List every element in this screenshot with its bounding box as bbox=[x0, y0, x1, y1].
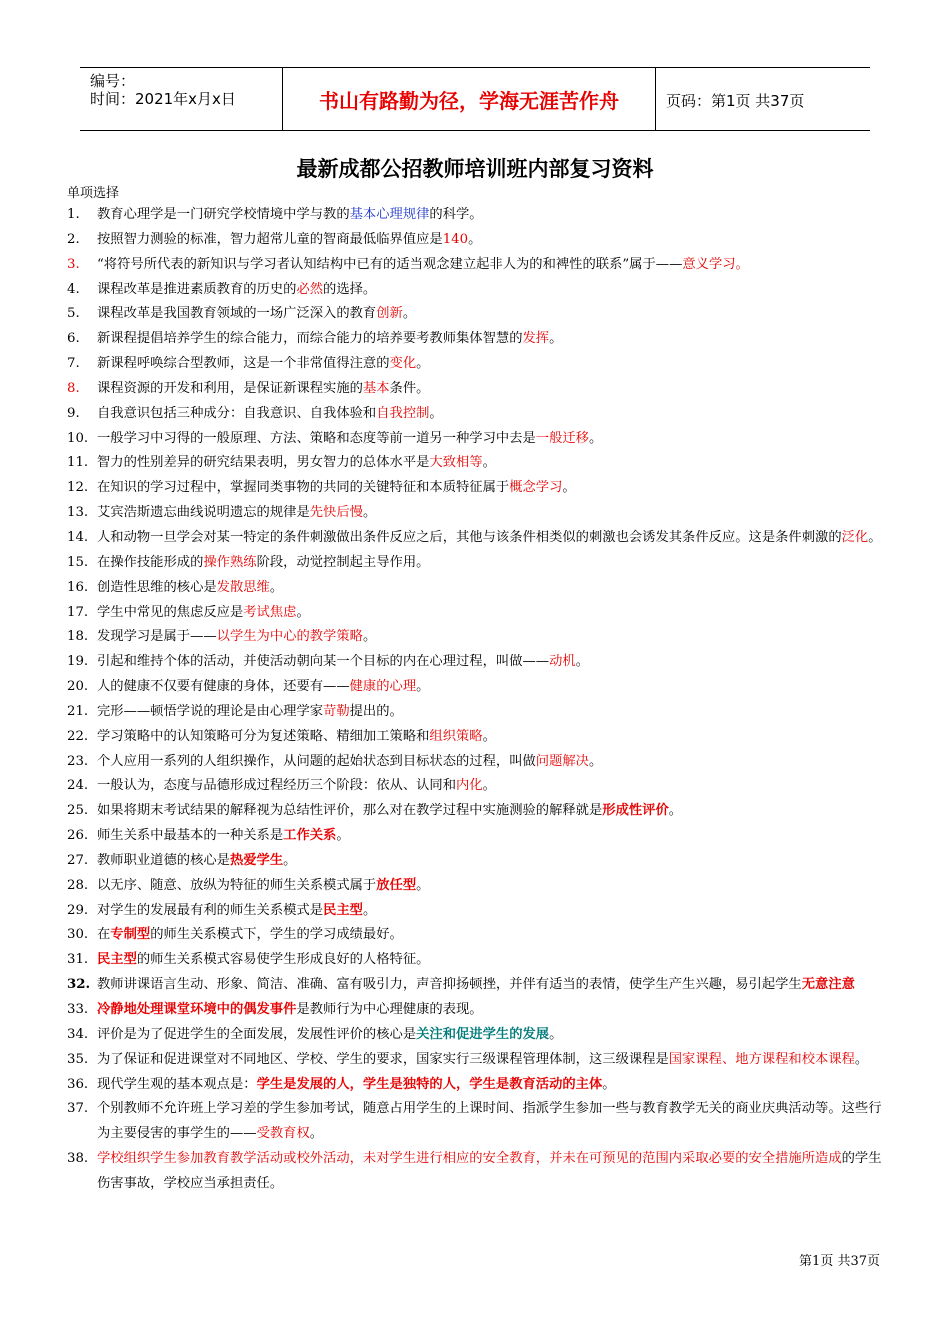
item-number: 37. bbox=[67, 1101, 89, 1117]
item-number: 18. bbox=[67, 629, 89, 645]
item-text-segment: 课程改革是推进素质教育的历史的 bbox=[97, 281, 297, 297]
item-text-segment: 。 bbox=[549, 331, 563, 347]
item-number: 11. bbox=[67, 455, 89, 471]
item-text bbox=[97, 352, 887, 377]
item-number: 19. bbox=[67, 654, 89, 670]
list-item bbox=[67, 849, 887, 874]
item-text bbox=[97, 1073, 887, 1098]
item-number: 15. bbox=[67, 554, 89, 570]
item-text-segment: 。 bbox=[283, 852, 297, 868]
list-item bbox=[67, 451, 887, 476]
list-item bbox=[67, 1048, 887, 1073]
item-text-segment: 。 bbox=[588, 753, 603, 769]
item-text-segment: 评价是为了促进学生的全面发展，发展性评价的核心是 bbox=[97, 1026, 417, 1042]
item-text-segment: 教师职业道德的核心是 bbox=[97, 852, 230, 868]
answer-highlight: 变化 bbox=[389, 356, 417, 372]
list-item bbox=[67, 650, 887, 675]
item-text bbox=[97, 253, 887, 278]
answer-highlight: 组织策略 bbox=[429, 728, 483, 744]
page-label: 页码：第1页 共37页 bbox=[666, 92, 805, 110]
header-page-cell bbox=[656, 68, 870, 130]
item-number: 20. bbox=[67, 679, 89, 695]
item-text bbox=[97, 526, 887, 551]
item-text-segment: 智力的性别差异的研究结果表明，男女智力的总体水平是 bbox=[97, 455, 430, 471]
item-text-segment: 。 bbox=[482, 728, 496, 744]
answer-highlight: 民主型 bbox=[323, 902, 363, 918]
item-text bbox=[97, 501, 887, 526]
list-item bbox=[67, 352, 887, 377]
item-text-segment: 。 bbox=[575, 654, 589, 670]
list-item bbox=[67, 601, 887, 626]
item-text-segment: “将符号所代表的新知识与学习者认知结构中已有的适当观念建立起非人为的和裨性的联系”属于—— bbox=[97, 256, 683, 272]
item-text-segment: 。 bbox=[416, 877, 430, 893]
item-text-segment: 的师生关系模式容易使学生形成良好的人格特征。 bbox=[136, 952, 430, 968]
item-text bbox=[97, 725, 887, 750]
item-text bbox=[97, 700, 887, 725]
item-text-segment: 。 bbox=[362, 505, 377, 521]
item-text-segment: 。 bbox=[602, 1076, 616, 1092]
answer-highlight: 考试焦虑 bbox=[243, 604, 297, 620]
list-item bbox=[67, 899, 887, 924]
item-text-segment: 个人应用一系列的人组织操作，从问题的起始状态到目标状态的过程，叫做 bbox=[97, 753, 536, 769]
answer-highlight: 意义学习。 bbox=[682, 256, 749, 272]
item-text-segment: 阶段，动觉控制起主导作用。 bbox=[256, 554, 430, 570]
item-text bbox=[97, 998, 887, 1023]
item-text-segment: 在知识的学习过程中，掌握同类事物的共同的关键特征和本质特征属于 bbox=[97, 480, 510, 496]
item-text-segment: 。 bbox=[562, 480, 576, 496]
item-text-segment: 一般认为，态度与品德形成过程经历三个阶段：依从、认同和 bbox=[97, 778, 457, 794]
item-text-segment: 。 bbox=[416, 679, 430, 695]
answer-highlight: 发散思维 bbox=[216, 579, 270, 595]
item-text-segment: 。 bbox=[362, 902, 377, 918]
item-text-segment: 。 bbox=[402, 306, 417, 322]
item-number: 6. bbox=[67, 331, 80, 347]
item-text-segment: 发现学习是属于—— bbox=[97, 629, 217, 645]
item-text-segment: 。 bbox=[269, 579, 284, 595]
header-info-cell bbox=[80, 68, 283, 130]
item-text-segment: 。 bbox=[588, 430, 603, 446]
item-text bbox=[97, 874, 887, 899]
item-text bbox=[97, 799, 887, 824]
item-number: 31. bbox=[67, 952, 89, 968]
item-number: 12. bbox=[67, 480, 89, 496]
item-text bbox=[97, 1023, 887, 1048]
item-text bbox=[97, 849, 887, 874]
answer-highlight: 热爱学生 bbox=[229, 852, 284, 868]
list-item bbox=[67, 700, 887, 725]
item-text bbox=[97, 402, 887, 427]
item-text-segment: 新课程呼唤综合型教师，这是一个非常值得注意的 bbox=[97, 356, 390, 372]
list-item bbox=[67, 923, 887, 948]
item-number: 4. bbox=[67, 281, 80, 297]
item-number: 36. bbox=[67, 1076, 89, 1092]
item-text bbox=[97, 278, 887, 303]
item-text-segment: 引起和维持个体的活动，并使活动朝向某一个目标的内在心理过程，叫做—— bbox=[97, 654, 550, 670]
item-text-segment: 一般学习中习得的一般原理、方法、策略和态度等前一道另一种学习中去是 bbox=[97, 430, 536, 446]
answer-highlight: 创新 bbox=[376, 306, 403, 322]
item-text-segment: 在操作技能形成的 bbox=[97, 554, 204, 570]
item-number: 26. bbox=[67, 828, 89, 844]
list-item bbox=[67, 402, 887, 427]
item-text bbox=[97, 203, 887, 228]
answer-highlight: 苛勒 bbox=[323, 703, 350, 719]
item-number: 8. bbox=[67, 380, 80, 396]
time-label: 时间：2021年x月x日 bbox=[90, 90, 236, 108]
item-text-segment: 艾宾浩斯遗忘曲线说明遗忘的规律是 bbox=[97, 505, 310, 521]
list-item bbox=[67, 625, 887, 650]
list-item bbox=[67, 228, 887, 253]
list-item bbox=[67, 377, 887, 402]
answer-highlight: 国家课程、地方课程和校本课程 bbox=[668, 1051, 855, 1067]
item-text bbox=[97, 625, 887, 650]
item-number: 24. bbox=[67, 778, 89, 794]
item-text bbox=[97, 377, 887, 402]
item-text bbox=[97, 650, 887, 675]
answer-highlight: 先快后慢 bbox=[309, 505, 363, 521]
item-text-segment: 。 bbox=[668, 803, 683, 819]
item-number: 22. bbox=[67, 728, 89, 744]
answer-highlight: 发挥 bbox=[522, 331, 550, 347]
item-text-segment: 对学生的发展最有利的师生关系模式是 bbox=[97, 902, 324, 918]
answer-highlight: 概念学习 bbox=[509, 480, 563, 496]
item-text-segment: 。 bbox=[296, 604, 310, 620]
answer-highlight: 健康的心理 bbox=[349, 679, 417, 695]
item-text-segment: 提出的。 bbox=[349, 703, 403, 719]
list-item bbox=[67, 1073, 887, 1098]
answer-highlight: 冷静地处理课堂环境中的偶发事件 bbox=[97, 1002, 297, 1017]
answer-highlight: 必然 bbox=[296, 281, 324, 297]
item-text-segment: 是教师行为中心理健康的表现。 bbox=[296, 1002, 483, 1017]
item-text bbox=[97, 824, 887, 849]
list-item bbox=[67, 1147, 887, 1197]
item-text bbox=[97, 750, 887, 775]
list-item bbox=[67, 501, 887, 526]
item-text-segment: 。 bbox=[309, 1126, 324, 1142]
item-number: 3. bbox=[67, 256, 80, 272]
answer-highlight: 民主型 bbox=[97, 952, 137, 968]
item-text-segment: 学生中常见的焦虑反应是 bbox=[97, 604, 244, 620]
header-motto-cell bbox=[283, 68, 656, 130]
item-number: 25. bbox=[67, 803, 89, 819]
answer-highlight: 基本心理规律 bbox=[349, 207, 430, 222]
item-text bbox=[97, 427, 887, 452]
item-number: 35. bbox=[67, 1051, 89, 1067]
item-text-segment: 以无序、随意、放纵为特征的师生关系模式属于 bbox=[97, 877, 377, 893]
answer-highlight: 自我控制 bbox=[376, 405, 430, 421]
item-text-segment: 个别教师不允许班上学习差的学生参加考试，随意占用学生的上课时间、指派学生参加一些与教育教学无关的商业庆典活动等。这些行为主要侵害的事学生的—— bbox=[97, 1101, 882, 1142]
item-text bbox=[97, 228, 887, 253]
serial-label: 编号： bbox=[90, 72, 136, 90]
item-text bbox=[97, 551, 887, 576]
item-text-segment: 创造性思维的核心是 bbox=[97, 579, 217, 595]
answer-highlight: 学生是发展的人，学生是独特的人，学生是教育活动的主体 bbox=[256, 1076, 603, 1092]
answer-highlight: 无意注意 bbox=[801, 977, 855, 993]
item-number: 17. bbox=[67, 604, 89, 620]
list-item bbox=[67, 948, 887, 973]
item-text-segment: 按照智力测验的标准，智力超常儿童的智商最低临界值应是 bbox=[97, 231, 443, 247]
item-number: 5. bbox=[67, 306, 80, 322]
item-text-segment: 。 bbox=[482, 455, 496, 471]
item-text-segment: 的选择。 bbox=[323, 281, 377, 297]
answer-highlight: 关注和促进学生的发展 bbox=[416, 1026, 550, 1042]
answer-highlight: 140 bbox=[442, 231, 469, 247]
item-text-segment: 。 bbox=[549, 1026, 563, 1042]
list-item bbox=[67, 253, 887, 278]
list-item bbox=[67, 576, 887, 601]
page-footer: 第1页 共37页 bbox=[799, 1254, 880, 1269]
list-item bbox=[67, 774, 887, 799]
answer-highlight: 学校组织学生参加教育教学活动或校外活动，未对学生进行相应的安全教育，并未在可预见的范围内采取必要的安全措施所造成 bbox=[97, 1151, 842, 1167]
item-number: 32. bbox=[67, 977, 91, 993]
item-text-segment: 。 bbox=[868, 529, 882, 545]
answer-highlight: 基本 bbox=[362, 380, 390, 396]
section-heading: 单项选择 bbox=[67, 186, 120, 201]
answer-highlight: 一般迁移 bbox=[535, 430, 589, 446]
item-text bbox=[97, 1147, 887, 1197]
item-number: 34. bbox=[67, 1026, 89, 1042]
list-item bbox=[67, 526, 887, 551]
item-text bbox=[97, 451, 887, 476]
list-item bbox=[67, 327, 887, 352]
answer-highlight: 操作熟练 bbox=[203, 554, 257, 570]
answer-highlight: 内化 bbox=[456, 778, 483, 794]
item-text-segment: 。 bbox=[416, 356, 430, 372]
answer-highlight: 放任型 bbox=[376, 877, 417, 893]
item-text-segment: 教育心理学是一门研究学校情境中学与教的 bbox=[97, 207, 350, 222]
item-text bbox=[97, 948, 887, 973]
item-number: 16. bbox=[67, 579, 89, 595]
item-number: 14. bbox=[67, 529, 89, 545]
item-text-segment: 课程改革是我国教育领域的一场广泛深入的教育 bbox=[97, 306, 377, 322]
list-item bbox=[67, 1097, 887, 1147]
list-item bbox=[67, 973, 887, 998]
item-number: 23. bbox=[67, 753, 89, 769]
answer-highlight: 形成性评价 bbox=[602, 803, 669, 819]
list-item bbox=[67, 675, 887, 700]
item-text-segment: 为了保证和促进课堂对不同地区、学校、学生的要求，国家实行三级课程管理体制，这三级课程是 bbox=[97, 1051, 669, 1067]
item-text bbox=[97, 327, 887, 352]
item-text bbox=[97, 302, 887, 327]
item-text-segment: 教师讲课语言生动、形象、简洁、准确、富有吸引力，声音抑扬顿挫，并伴有适当的表情，使学生产生兴趣，易引起学生 bbox=[97, 977, 802, 993]
list-item bbox=[67, 799, 887, 824]
item-text bbox=[97, 973, 887, 998]
item-number: 33. bbox=[67, 1002, 89, 1017]
item-text bbox=[97, 899, 887, 924]
item-text-segment: 师生关系中最基本的一种关系是 bbox=[97, 828, 284, 844]
document-title: 最新成都公招教师培训班内部复习资料 bbox=[296, 157, 654, 181]
item-text-segment: 新课程提倡培养学生的综合能力，而综合能力的培养要考教师集体智慧的 bbox=[97, 331, 523, 347]
list-item bbox=[67, 427, 887, 452]
item-text-segment: 。 bbox=[854, 1051, 869, 1067]
question-list bbox=[67, 203, 887, 1197]
item-number: 27. bbox=[67, 852, 89, 868]
item-text-segment: 。 bbox=[429, 405, 443, 421]
item-text-segment: 的学生伤害事故，学校应当承担责任。 bbox=[97, 1151, 882, 1191]
item-text bbox=[97, 675, 887, 700]
item-text bbox=[97, 1097, 887, 1147]
item-number: 10. bbox=[67, 430, 89, 446]
item-text bbox=[97, 923, 887, 948]
header-table bbox=[80, 67, 870, 131]
answer-highlight: 工作关系 bbox=[283, 828, 337, 844]
item-text bbox=[97, 576, 887, 601]
list-item bbox=[67, 551, 887, 576]
item-text bbox=[97, 601, 887, 626]
list-item bbox=[67, 824, 887, 849]
answer-highlight: 大致相等 bbox=[429, 455, 483, 471]
item-text-segment: 。 bbox=[336, 828, 350, 844]
answer-highlight: 以学生为中心的教学策略 bbox=[216, 629, 363, 645]
item-text-segment: 完形——顿悟学说的理论是由心理学家 bbox=[97, 703, 324, 719]
item-text-segment: 。 bbox=[468, 231, 482, 247]
list-item bbox=[67, 203, 887, 228]
item-text-segment: 现代学生观的基本观点是： bbox=[97, 1076, 257, 1092]
item-number: 1. bbox=[67, 207, 80, 222]
item-text-segment: 。 bbox=[362, 629, 377, 645]
item-number: 7. bbox=[67, 356, 80, 372]
item-text-segment: 的师生关系模式下，学生的学习成绩最好。 bbox=[150, 927, 403, 943]
item-number: 21. bbox=[67, 703, 89, 719]
item-text bbox=[97, 774, 887, 799]
motto: 书山有路勤为径，学海无涯苦作舟 bbox=[319, 89, 619, 113]
item-number: 9. bbox=[67, 405, 80, 421]
answer-highlight: 动机 bbox=[549, 654, 576, 670]
item-number: 2. bbox=[67, 231, 80, 247]
item-number: 28. bbox=[67, 877, 89, 893]
list-item bbox=[67, 725, 887, 750]
item-text-segment: 。 bbox=[482, 778, 496, 794]
list-item bbox=[67, 1023, 887, 1048]
item-text-segment: 人和动物一旦学会对某一特定的条件刺激做出条件反应之后，其他与该条件相类似的刺激也会诱发其条件反应。这是条件刺激的 bbox=[97, 529, 842, 545]
item-text-segment: 的科学。 bbox=[429, 207, 483, 222]
item-number: 38. bbox=[67, 1151, 89, 1167]
item-text-segment: 学习策略中的认知策略可分为复述策略、精细加工策略和 bbox=[97, 728, 430, 744]
item-text-segment: 人的健康不仅要有健康的身体，还要有—— bbox=[97, 679, 350, 695]
item-text-segment: 自我意识包括三种成分：自我意识、自我体验和 bbox=[97, 405, 377, 421]
item-number: 29. bbox=[67, 902, 89, 918]
list-item bbox=[67, 476, 887, 501]
answer-highlight: 泛化 bbox=[841, 529, 869, 545]
item-text bbox=[97, 1048, 887, 1073]
list-item bbox=[67, 998, 887, 1023]
item-text-segment: 课程资源的开发和利用，是保证新课程实施的 bbox=[97, 380, 363, 396]
list-item bbox=[67, 874, 887, 899]
item-number: 30. bbox=[67, 927, 89, 943]
item-text bbox=[97, 476, 887, 501]
list-item bbox=[67, 278, 887, 303]
item-number: 13. bbox=[67, 505, 89, 521]
item-text-segment: 如果将期末考试结果的解释视为总结性评价，那么对在教学过程中实施测验的解释就是 bbox=[97, 803, 603, 819]
answer-highlight: 专制型 bbox=[110, 927, 151, 943]
list-item bbox=[67, 750, 887, 775]
answer-highlight: 受教育权 bbox=[256, 1126, 310, 1142]
list-item bbox=[67, 302, 887, 327]
item-text-segment: 条件。 bbox=[389, 380, 430, 396]
item-text-segment: 在 bbox=[97, 927, 111, 943]
answer-highlight: 问题解决 bbox=[535, 753, 589, 769]
